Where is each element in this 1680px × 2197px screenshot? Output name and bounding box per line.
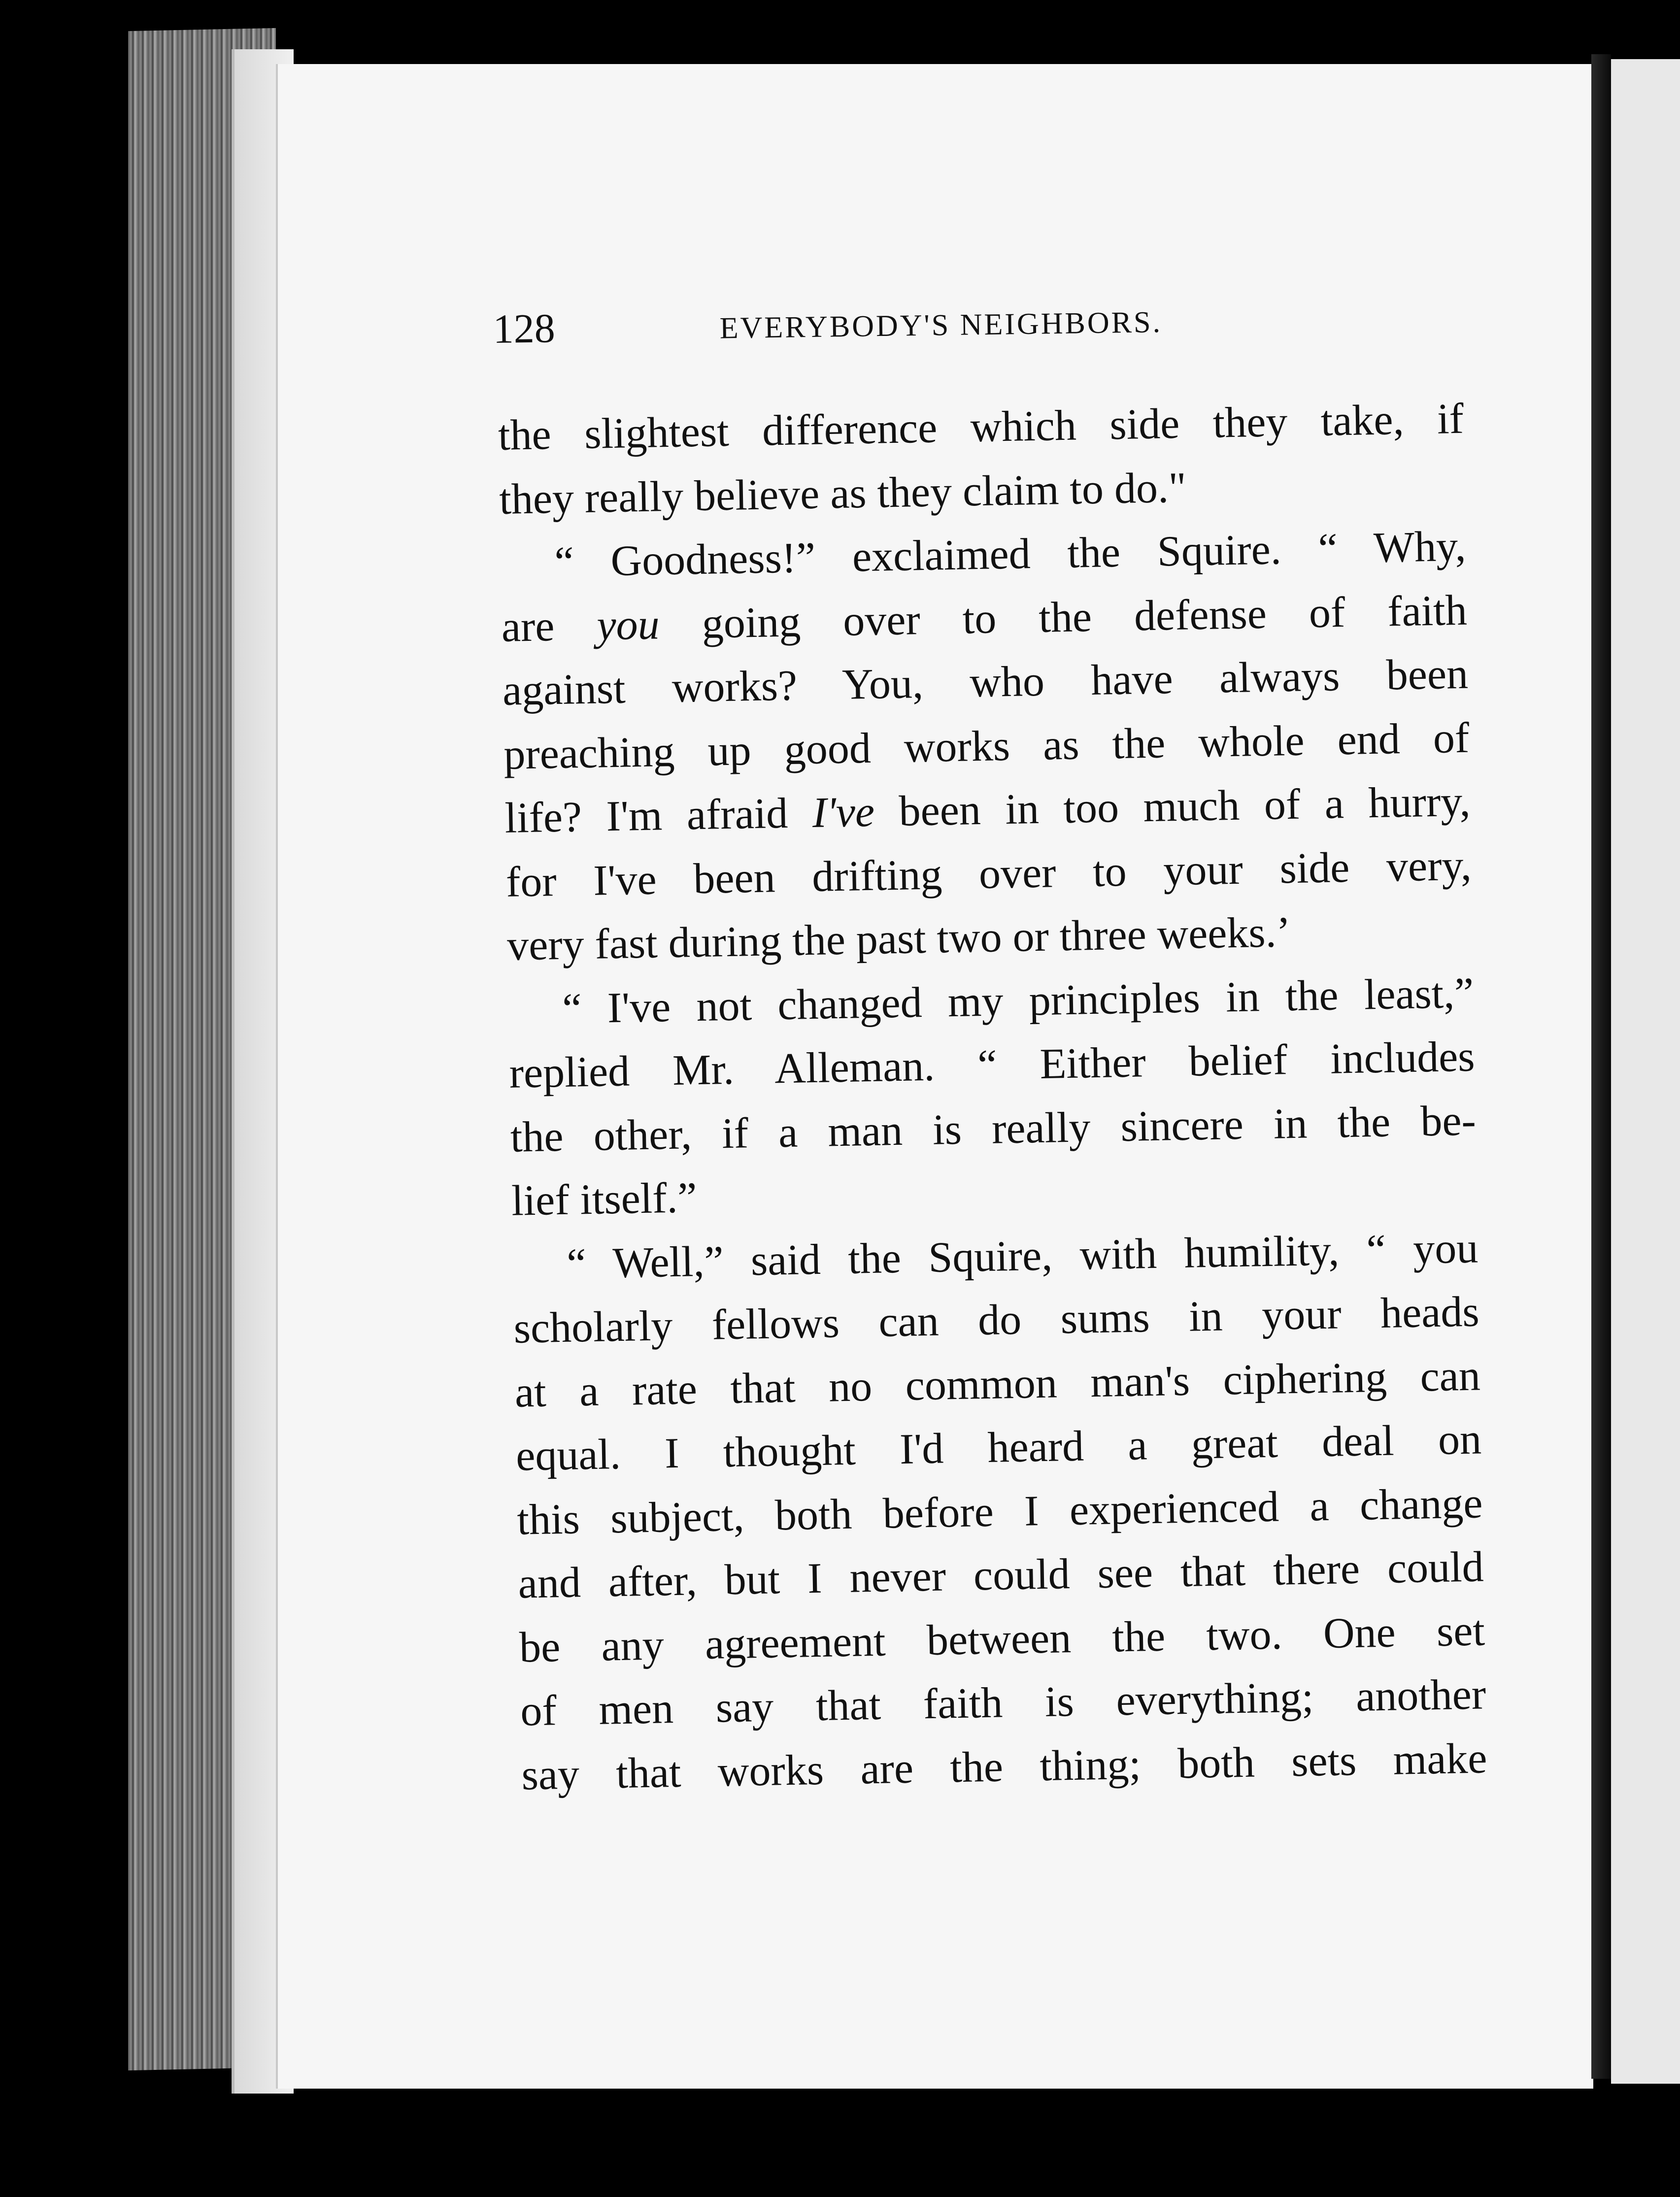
text-run: been in too much of a hurry, (874, 777, 1471, 836)
text-line: lief itself.” (511, 1174, 698, 1225)
text-line: at a rate that no common man's ciphering can (514, 1351, 1481, 1417)
text-line: and after, but I never could see that there could (517, 1543, 1484, 1608)
body-text (498, 387, 1487, 1807)
page-header (493, 295, 1233, 365)
italic-word: you (596, 600, 660, 650)
facing-page-edge (1611, 59, 1680, 2084)
text-line: of men say that faith is everything; another (520, 1670, 1486, 1735)
book-gutter (1591, 54, 1611, 2079)
text-line: against works? You, who have always been (502, 650, 1469, 715)
text-line: preaching up good works as the whole end of (503, 714, 1470, 779)
text-run: life? I'm afraid (504, 789, 813, 842)
text-line: equal. I thought I'd heard a great deal on (515, 1415, 1482, 1480)
text-run: going over to the defense of faith (659, 586, 1468, 648)
text-line: say that works are the thing; both sets make (521, 1734, 1488, 1799)
text-line: “ I've not changed my principles in the least,” (562, 969, 1475, 1033)
text-line: they really believe as they claim to do." (499, 464, 1187, 524)
text-line: very fast during the past two or three weeks.’ (506, 908, 1291, 970)
text-run: are (501, 601, 598, 651)
text-line: the other, if a man is really sincere in the be- (510, 1097, 1477, 1162)
running-head: EVERYBODY'S NEIGHBORS. (719, 305, 1163, 345)
text-line: for I've been drifting over to your side very, (505, 841, 1472, 906)
text-line: scholarly fellows can do sums in your heads (513, 1288, 1480, 1353)
italic-word: I've (811, 788, 875, 837)
text-line: “ Goodness!” exclaimed the Squire. “ Why, (554, 522, 1467, 587)
text-line: the slightest difference which side they take, if (498, 395, 1464, 460)
text-line: “ Well,” said the Squire, with humility, “ you (566, 1224, 1479, 1288)
page-number: 128 (493, 305, 556, 352)
text-line: this subject, both before I experienced a change (516, 1479, 1483, 1544)
text-line: replied Mr. Alleman. “ Either belief includes (508, 1032, 1476, 1098)
text-line: be any agreement between the two. One set (519, 1606, 1485, 1672)
